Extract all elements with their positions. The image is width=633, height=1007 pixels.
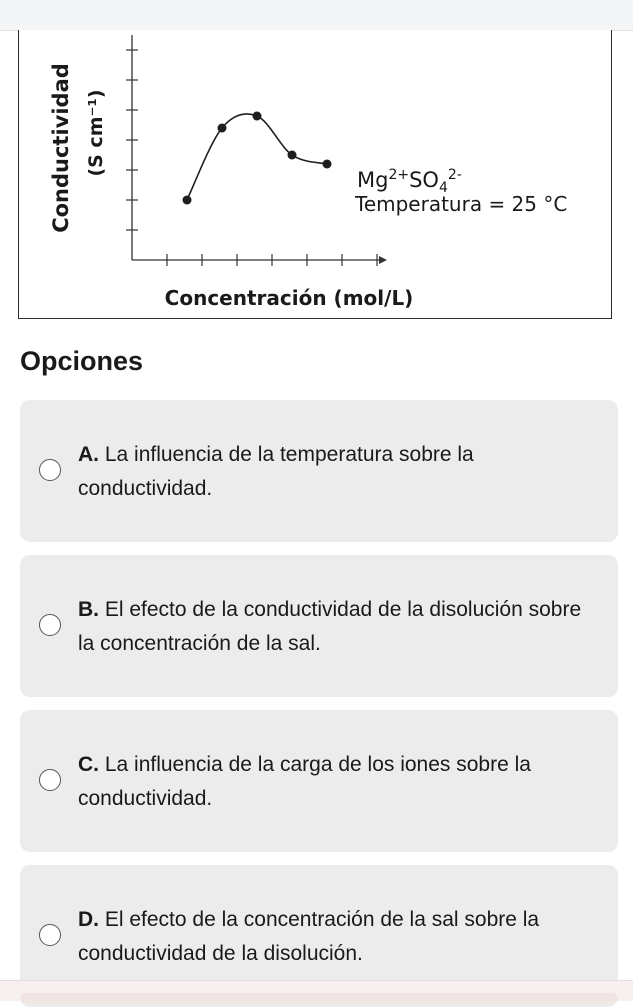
option-b-text: [78, 593, 598, 661]
option-label: El efecto de la concentración de la sal sobre la conductividad de la disolución.: [78, 908, 540, 965]
radio-icon[interactable]: [39, 459, 61, 481]
chart-svg: [19, 30, 611, 318]
chart-figure: [18, 30, 612, 319]
options-title: Opciones: [20, 346, 144, 376]
radio-icon[interactable]: [39, 924, 61, 946]
option-letter: A.: [78, 443, 99, 466]
formula-sub2: 4: [438, 180, 448, 197]
radio-icon[interactable]: [39, 614, 61, 636]
radio-icon[interactable]: [39, 769, 61, 791]
option-label: El efecto de la conductividad de la disolución sobre la concentración de la sal.: [78, 598, 582, 655]
chart-data-point: [183, 196, 192, 205]
formula-charge1: 2+: [388, 167, 410, 183]
option-d-text: [78, 903, 598, 971]
option-b[interactable]: [20, 555, 618, 697]
option-label: La influencia de la carga de los iones sobre la conductividad.: [78, 753, 531, 810]
chart-x-axis-arrow: [379, 256, 387, 264]
chart-temperature-label: Temperatura = 25 °C: [355, 192, 568, 216]
top-strip: [0, 0, 633, 31]
chart-yunit: (S cm⁻¹): [85, 89, 107, 177]
formula-charge2: 2-: [447, 167, 462, 183]
option-a-text: [78, 438, 598, 506]
chart-series-line: [187, 114, 327, 200]
chart-xlabel: Concentración (mol/L): [164, 286, 414, 310]
bottom-next-card: [20, 993, 618, 1003]
chart-data-point: [218, 124, 227, 133]
chart-data-point: [253, 112, 262, 121]
option-letter: C.: [78, 753, 99, 776]
option-c[interactable]: [20, 710, 618, 852]
option-letter: B.: [78, 598, 99, 621]
formula-ion2: SO: [409, 168, 439, 192]
option-letter: D.: [78, 908, 99, 931]
option-c-text: [78, 748, 598, 816]
option-a[interactable]: [20, 400, 618, 542]
option-label: La influencia de la temperatura sobre la conductividad.: [78, 443, 474, 500]
chart-data-point: [288, 151, 297, 160]
chart-ylabel: Conductividad: [49, 63, 73, 233]
formula-ion1: Mg: [357, 168, 389, 192]
chart-data-point: [323, 160, 332, 169]
